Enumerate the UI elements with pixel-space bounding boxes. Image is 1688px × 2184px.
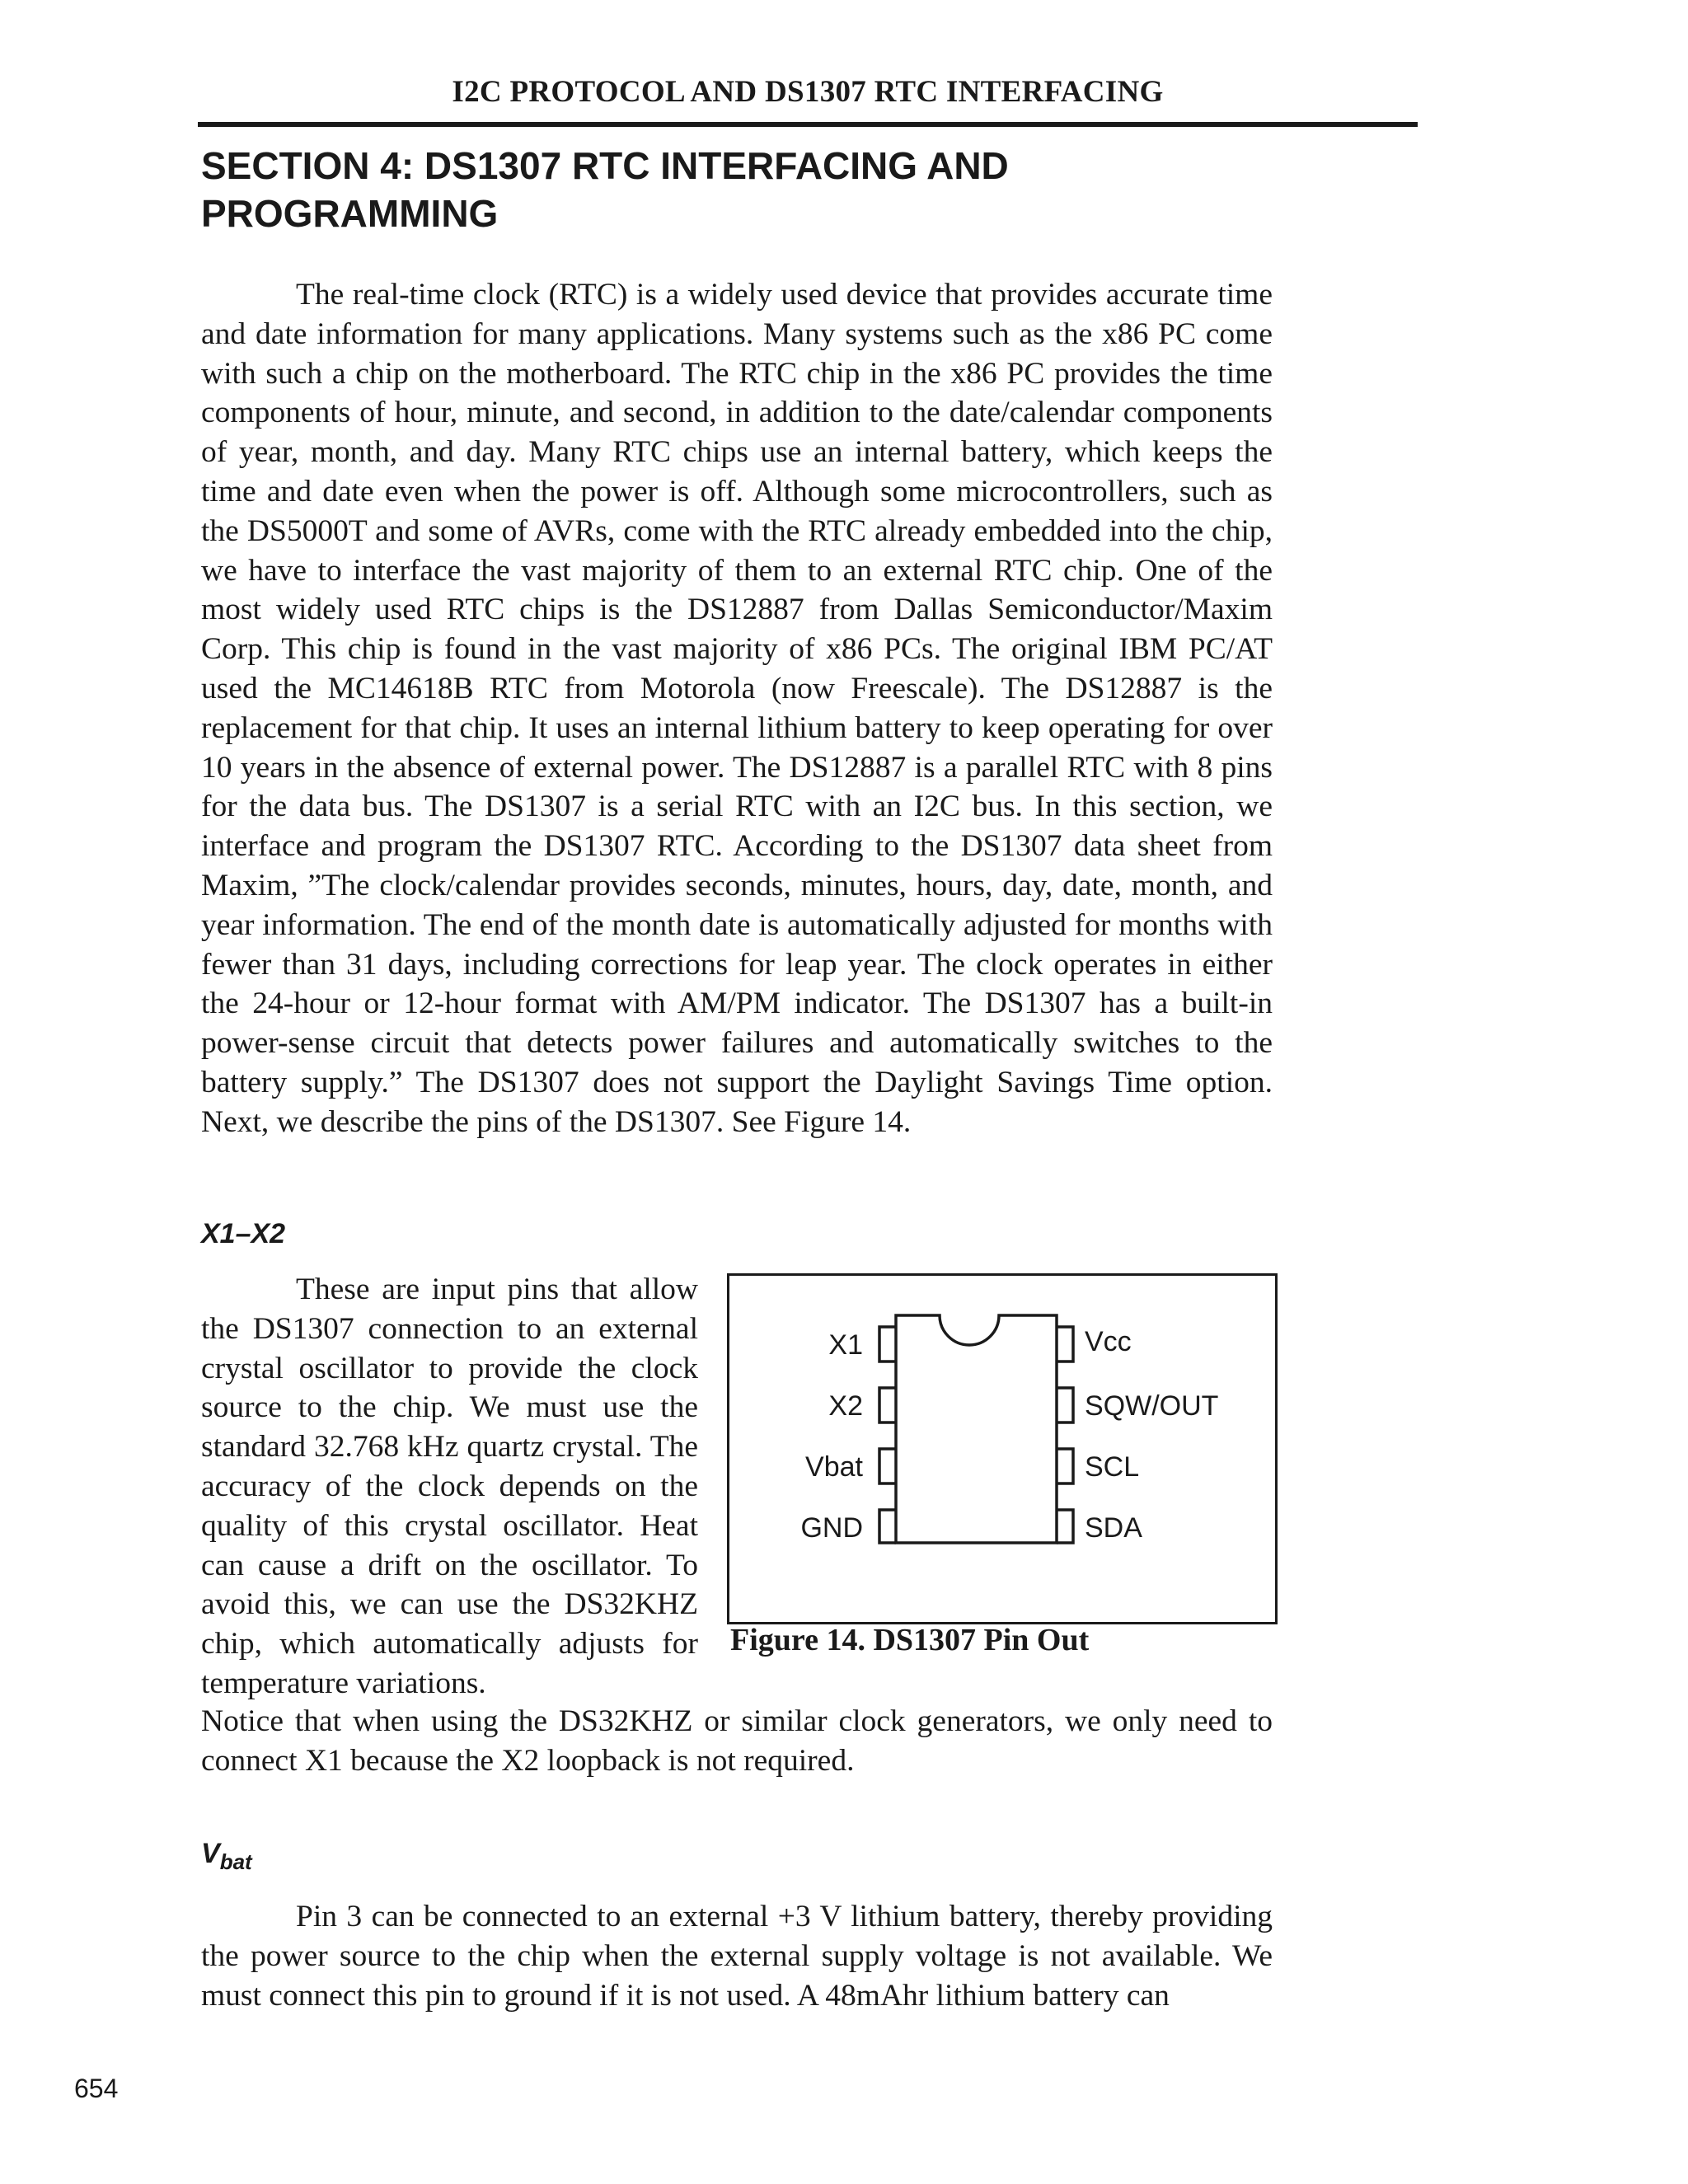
x1-x2-heading: X1–X2 bbox=[201, 1218, 286, 1249]
x1-x2-paragraph-text: These are input pins that allow the DS1307 connection to an external crystal oscillator to provide the clock source to the chip. We must use the standard 32.768 kHz quartz crystal. The accuracy of the clock depends on the quality of this crystal oscillator. Heat can cause a drift on the oscillator. To avoid this, we can use the DS32KHZ chip, which automatically adjusts for temperature variations. bbox=[201, 1272, 698, 1700]
section-title bbox=[201, 142, 1273, 237]
intro-paragraph bbox=[201, 275, 1273, 1142]
x1-x2-continuation: Notice that when using the DS32KHZ or similar clock generators, we only need to connect X1 because the X2 loopback is not required. bbox=[201, 1704, 1273, 1778]
pinout-figure bbox=[727, 1273, 1278, 1624]
right-pin-stubs bbox=[1057, 1327, 1073, 1543]
pin-label-x2: X2 bbox=[828, 1390, 863, 1422]
header-rule bbox=[198, 122, 1418, 127]
vbat-heading-main: V bbox=[201, 1838, 220, 1869]
pin-label-vcc: Vcc bbox=[1085, 1326, 1132, 1357]
pin-label-scl: SCL bbox=[1085, 1451, 1140, 1483]
vbat-heading-sub: bat bbox=[219, 1849, 252, 1874]
section-title-line-2: PROGRAMMING bbox=[201, 192, 499, 235]
page-number: 654 bbox=[74, 2074, 119, 2103]
pin-label-x1: X1 bbox=[828, 1329, 863, 1361]
vbat-paragraph-text: Pin 3 can be connected to an external +3 V lithium battery, thereby providing the power source to the chip when the external supply voltage is not available. We must connect this pin to ground if it is not used. A 48mAhr lithium battery can bbox=[201, 1900, 1273, 2013]
x1-x2-paragraph bbox=[201, 1270, 698, 1704]
left-pin-stubs bbox=[879, 1327, 896, 1543]
section-title-line-1: SECTION 4: DS1307 RTC INTERFACING AND bbox=[201, 144, 1009, 187]
pin-label-gnd: GND bbox=[800, 1512, 863, 1544]
pin-label-vbat: Vbat bbox=[805, 1451, 863, 1483]
figure-caption: Figure 14. DS1307 Pin Out bbox=[730, 1623, 1090, 1657]
pinout-diagram bbox=[729, 1276, 1280, 1627]
intro-paragraph-text: The real-time clock (RTC) is a widely used device that provides accurate time and date information for many applications. Many systems such as the x86 PC come with such a chip on the motherboard. The RTC chip in the x86 PC provides the time components of hour, minute, and second, in addition to the date/calendar components of year, month, and day. Many RTC chips use an internal battery, which keeps the time and date even when the power is off. Although some microcontrollers, such as the DS5000T and some of AVRs, come with the RTC already embedded into the chip, we have to interface the vast majority of them to an external RTC chip. One of the most widely used RTC chips is the DS12887 from Dallas Semiconductor/Maxim Corp. This chip is found in the vast majority of x86 PCs. The original IBM PC/AT used the MC14618B RTC from Motorola (now Freescale). The DS12887 is the replacement for that chip. It uses an internal lithium battery to keep operating for over 10 years in the absence of external power. The DS12887 is a parallel RTC with 8 pins for the data bus. The DS1307 is a serial RTC with an I2C bus. In this section, we interface and program the DS1307 RTC. According to the DS1307 data sheet from Maxim, ”The clock/calendar provides seconds, minutes, hours, day, date, month, and year information. The end of the month date is automatically adjusted for months with fewer than 31 days, including corrections for leap year. The clock operates in either the 24-hour or 12-hour format with AM/PM indicator. The DS1307 has a built-in power-sense circuit that detects power failures and automatically switches to the battery supply.” The DS1307 does not support the Daylight Savings Time option. Next, we describe the pins of the DS1307. See Figure 14. bbox=[201, 278, 1273, 1139]
pin-label-sda: SDA bbox=[1085, 1512, 1142, 1544]
vbat-paragraph bbox=[201, 1897, 1273, 2015]
pin-label-sqw-out: SQW/OUT bbox=[1085, 1390, 1219, 1422]
running-head: I2C PROTOCOL AND DS1307 RTC INTERFACING bbox=[452, 75, 1164, 109]
vbat-heading bbox=[201, 1838, 252, 1875]
chip-body bbox=[896, 1315, 1057, 1543]
